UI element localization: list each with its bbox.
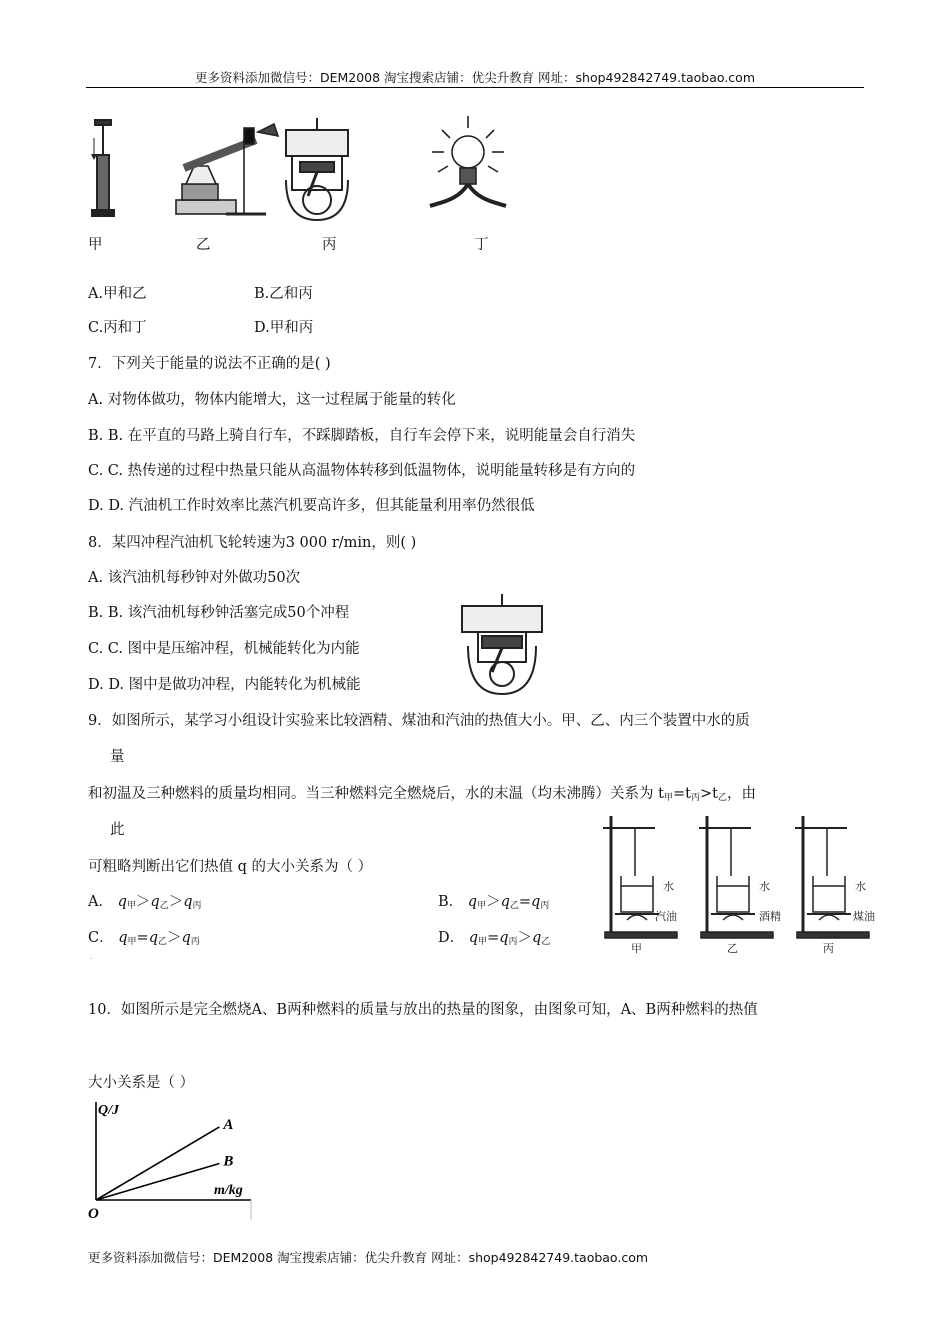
q6-option-d: D.甲和丙 [254, 320, 314, 336]
q9-apparatus-figure [597, 808, 883, 954]
q6-option-b: B.乙和丙 [254, 286, 313, 302]
dot-mark: . [90, 952, 93, 962]
fire-syringe-icon [92, 120, 114, 216]
q7-option-d: D. D. 汽油机工作时效率比蒸汽机要高许多，但其能量利用率仍然很低 [88, 498, 535, 514]
fig9-fuel-2: 酒精 [759, 910, 781, 923]
page-footer: 更多资料添加微信号：DEM2008 淘宝搜索店铺：优尖升教育 网址：shop492842749.taobao.com [88, 1250, 649, 1265]
light-bulb-icon [430, 116, 506, 206]
fig9-water-1: 水 [663, 880, 674, 893]
q9-line2: 和初温及三种燃料的质量均相同。当三种燃料完全燃烧后，水的末温（均未沸腾）关系为 $t_甲=t_丙>t_乙$，由 [88, 786, 756, 803]
q9-line3: 可粗略判断出它们热值 q 的大小关系为（ ） [88, 859, 373, 875]
q8-engine-figure [458, 590, 546, 696]
engine-cylinder-icon [286, 118, 348, 220]
q10-line1: 10．如图所示是完全燃烧A、B两种燃料的质量与放出的热量的图象，由图象可知，A、B两种燃料的热值 [88, 1002, 758, 1018]
q10-line2: 大小关系是（ ） [88, 1075, 195, 1091]
fig9-label-2: 乙 [727, 942, 738, 955]
series-label-b: B [223, 1153, 234, 1170]
q10-chart [86, 1100, 256, 1222]
fig6-label-bing: 丙 [322, 237, 337, 253]
header-rule [86, 87, 864, 88]
q7-option-b: B. B. 在平直的马路上骑自行车，不踩脚踏板，自行车会停下来，说明能量会自行消失 [88, 428, 636, 444]
q7-stem: 7．下列关于能量的说法不正确的是( ) [88, 356, 331, 372]
y-axis-label: Q/J [98, 1103, 119, 1118]
series-label-a: A [223, 1116, 234, 1133]
fig9-label-3: 丙 [823, 942, 834, 955]
q9-option-c: C． $q_甲=q_乙>q_丙$ [88, 930, 200, 947]
q8-stem: 8．某四冲程汽油机飞轮转速为3 000 r/min，则( ) [88, 535, 417, 551]
q8-option-a: A. 该汽油机每秒钟对外做功50次 [88, 570, 301, 586]
q9-option-b: B． $q_甲>q_乙=q_丙$ [438, 894, 550, 911]
q7-option-a: A. 对物体做功，物体内能增大，这一过程属于能量的转化 [88, 392, 456, 408]
fig9-water-2: 水 [759, 880, 770, 893]
q8-option-c: C. C. 图中是压缩冲程，机械能转化为内能 [88, 641, 360, 657]
series-line-a [96, 1127, 219, 1200]
q6-option-c: C.丙和丁 [88, 320, 147, 336]
fig6-label-ding: 丁 [474, 237, 489, 253]
q6-option-a: A.甲和乙 [88, 286, 147, 302]
q9-line1: 9．如图所示，某学习小组设计实验来比较酒精、煤油和汽油的热值大小。甲、乙、内三个装置中水的质 [88, 713, 750, 729]
q8-option-b: B. B. 该汽油机每秒钟活塞完成50个冲程 [88, 605, 350, 621]
engine-cylinder-icon [462, 594, 542, 694]
q9-line1b: 量 [110, 749, 125, 765]
q8-option-d: D. D. 图中是做功冲程，内能转化为机械能 [88, 677, 361, 693]
q6-figure [86, 110, 536, 230]
q9-option-d: D． $q_甲=q_丙>q_乙$ [438, 930, 551, 947]
fig6-label-yi: 乙 [196, 237, 211, 253]
test-tube-heating-icon [176, 124, 278, 214]
q9-line2c: 此 [110, 822, 125, 838]
q9-option-a: A． $q_甲>q_乙>q_丙$ [88, 894, 202, 911]
page-header: 更多资料添加微信号：DEM2008 淘宝搜索店铺：优尖升教育 网址：shop492842749.taobao.com [194, 70, 756, 85]
q7-option-c: C. C. 热传递的过程中热量只能从高温物体转移到低温物体，说明能量转移是有方向的 [88, 463, 636, 479]
x-axis-label: m/kg [214, 1183, 243, 1198]
fig9-label-1: 甲 [631, 942, 642, 955]
series-line-b [96, 1163, 219, 1200]
fig9-fuel-1: 汽油 [655, 910, 677, 923]
origin-label: O [88, 1206, 99, 1222]
fig9-water-3: 水 [855, 880, 866, 893]
fig9-fuel-3: 煤油 [853, 910, 875, 923]
fig6-label-jia: 甲 [88, 237, 103, 253]
